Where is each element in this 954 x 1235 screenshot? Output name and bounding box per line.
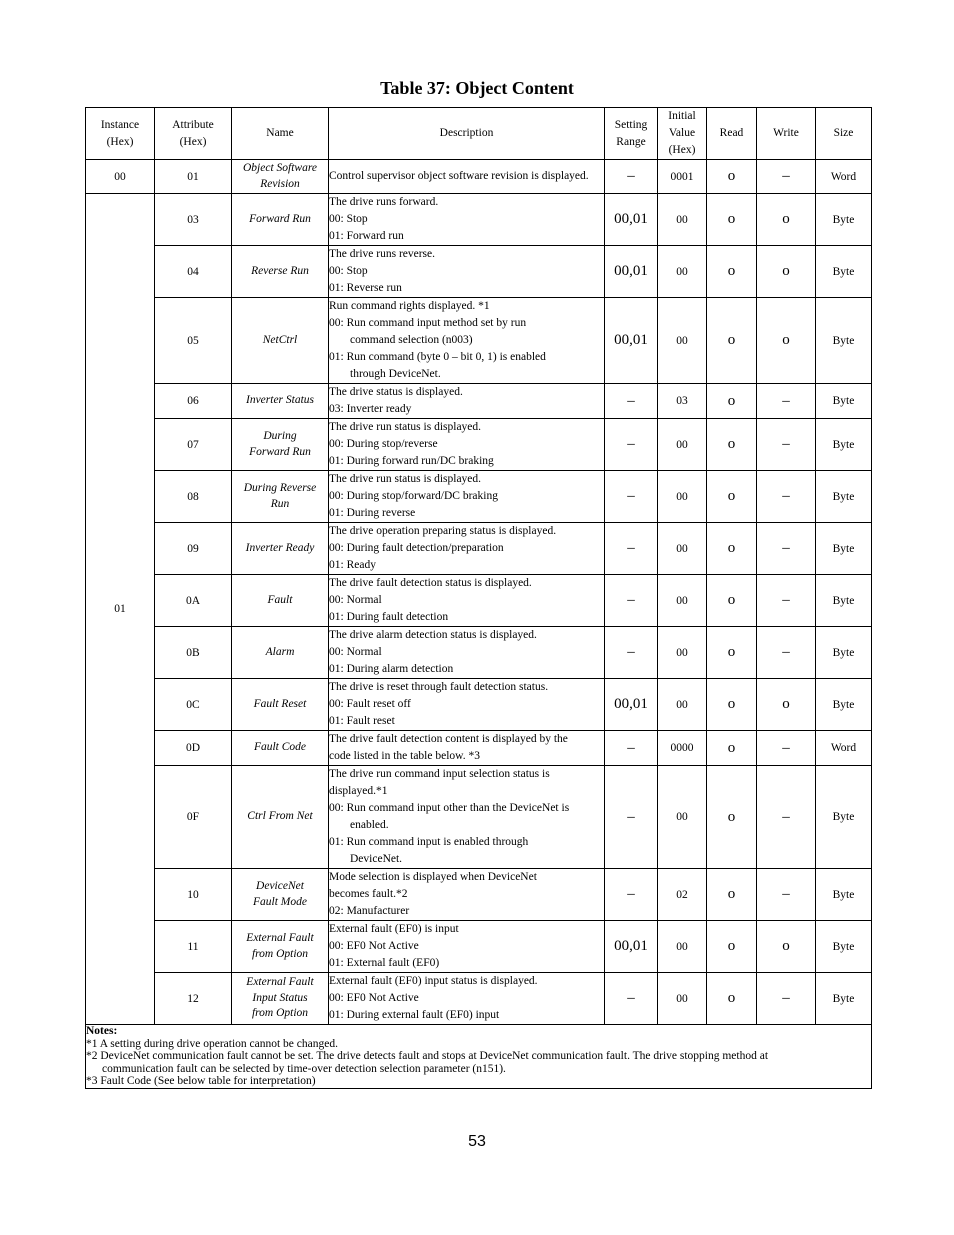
attribute-cell: 01 bbox=[155, 160, 232, 194]
write-cell: – bbox=[757, 523, 816, 575]
setting-range-cell: – bbox=[605, 384, 658, 419]
read-cell: o bbox=[707, 921, 757, 973]
setting-range-cell: – bbox=[605, 766, 658, 869]
attribute-cell: 06 bbox=[155, 384, 232, 419]
initial-value-cell: 00 bbox=[658, 246, 707, 298]
header-description: Description bbox=[329, 108, 605, 160]
setting-range-cell: – bbox=[605, 471, 658, 523]
attribute-cell: 04 bbox=[155, 246, 232, 298]
description-cell: The drive runs reverse. 00: Stop 01: Reverse run bbox=[329, 246, 605, 298]
read-cell: o bbox=[707, 575, 757, 627]
size-cell: Byte bbox=[816, 921, 872, 973]
write-cell: – bbox=[757, 160, 816, 194]
attribute-cell: 10 bbox=[155, 869, 232, 921]
initial-value-cell: 00 bbox=[658, 471, 707, 523]
name-cell: Inverter Ready bbox=[232, 523, 329, 575]
read-cell: o bbox=[707, 384, 757, 419]
read-cell: o bbox=[707, 627, 757, 679]
note-line: *1 A setting during drive operation cannot be changed. bbox=[86, 1037, 338, 1050]
size-cell: Byte bbox=[816, 869, 872, 921]
table-row bbox=[86, 575, 872, 627]
initial-value-cell: 00 bbox=[658, 973, 707, 1025]
header-row bbox=[86, 108, 872, 160]
name-cell: Fault Code bbox=[232, 731, 329, 766]
read-cell: o bbox=[707, 298, 757, 384]
write-cell: – bbox=[757, 419, 816, 471]
name-cell: External Fault Input Status from Option bbox=[232, 973, 329, 1025]
table-row bbox=[86, 869, 872, 921]
attribute-cell: 0A bbox=[155, 575, 232, 627]
name-cell: Reverse Run bbox=[232, 246, 329, 298]
header-instance: Instance (Hex) bbox=[86, 108, 155, 160]
size-cell: Word bbox=[816, 731, 872, 766]
name-cell: External Fault from Option bbox=[232, 921, 329, 973]
read-cell: o bbox=[707, 160, 757, 194]
description-cell: The drive status is displayed. 03: Inverter ready bbox=[329, 384, 605, 419]
name-cell: During Reverse Run bbox=[232, 471, 329, 523]
write-cell: – bbox=[757, 766, 816, 869]
initial-value-cell: 0001 bbox=[658, 160, 707, 194]
note-line: *2 DeviceNet communication fault cannot be set. The drive detects fault and stops at DeviceNet communication fault. The drive stopping method at bbox=[86, 1050, 769, 1063]
header-setting-range: Setting Range bbox=[605, 108, 658, 160]
table-row bbox=[86, 246, 872, 298]
size-cell: Byte bbox=[816, 246, 872, 298]
initial-value-cell: 00 bbox=[658, 194, 707, 246]
size-cell: Byte bbox=[816, 679, 872, 731]
write-cell: o bbox=[757, 298, 816, 384]
size-cell: Byte bbox=[816, 471, 872, 523]
description-cell: The drive run status is displayed. 00: During stop/reverse 01: During forward run/DC braking bbox=[329, 419, 605, 471]
description-cell: Control supervisor object software revision is displayed. bbox=[329, 160, 605, 194]
read-cell: o bbox=[707, 679, 757, 731]
description-cell: The drive runs forward. 00: Stop 01: Forward run bbox=[329, 194, 605, 246]
write-cell: – bbox=[757, 731, 816, 766]
initial-value-cell: 00 bbox=[658, 523, 707, 575]
size-cell: Word bbox=[816, 160, 872, 194]
initial-value-cell: 00 bbox=[658, 921, 707, 973]
description-cell: The drive fault detection content is displayed by the code listed in the table below. *3 bbox=[329, 731, 605, 766]
write-cell: o bbox=[757, 194, 816, 246]
initial-value-cell: 00 bbox=[658, 575, 707, 627]
setting-range-cell: – bbox=[605, 575, 658, 627]
write-cell: o bbox=[757, 679, 816, 731]
table-row bbox=[86, 419, 872, 471]
description-cell: The drive alarm detection status is displayed. 00: Normal 01: During alarm detection bbox=[329, 627, 605, 679]
initial-value-cell: 00 bbox=[658, 627, 707, 679]
write-cell: o bbox=[757, 921, 816, 973]
description-cell: External fault (EF0) is input 00: EF0 Not Active 01: External fault (EF0) bbox=[329, 921, 605, 973]
note-line: communication fault can be selected by time-over detection selection parameter (n151). bbox=[102, 1062, 506, 1075]
write-cell: – bbox=[757, 575, 816, 627]
setting-range-cell: 00,01 bbox=[605, 298, 658, 384]
initial-value-cell: 00 bbox=[658, 419, 707, 471]
write-cell: – bbox=[757, 973, 816, 1025]
header-name: Name bbox=[232, 108, 329, 160]
setting-range-cell: – bbox=[605, 731, 658, 766]
read-cell: o bbox=[707, 194, 757, 246]
header-size: Size bbox=[816, 108, 872, 160]
attribute-cell: 09 bbox=[155, 523, 232, 575]
notes-lines bbox=[86, 1038, 871, 1088]
object-content-table bbox=[85, 107, 872, 1089]
size-cell: Byte bbox=[816, 298, 872, 384]
description-cell: External fault (EF0) input status is displayed. 00: EF0 Not Active 01: During external fault (EF0) input bbox=[329, 973, 605, 1025]
initial-value-cell: 00 bbox=[658, 679, 707, 731]
name-cell: Inverter Status bbox=[232, 384, 329, 419]
table-title: Table 37: Object Content bbox=[380, 78, 574, 98]
attribute-cell: 12 bbox=[155, 973, 232, 1025]
setting-range-cell: 00,01 bbox=[605, 921, 658, 973]
attribute-cell: 07 bbox=[155, 419, 232, 471]
instance-cell: 01 bbox=[86, 194, 155, 1025]
write-cell: – bbox=[757, 471, 816, 523]
write-cell: – bbox=[757, 384, 816, 419]
read-cell: o bbox=[707, 766, 757, 869]
attribute-cell: 08 bbox=[155, 471, 232, 523]
size-cell: Byte bbox=[816, 384, 872, 419]
initial-value-cell: 0000 bbox=[658, 731, 707, 766]
attribute-cell: 11 bbox=[155, 921, 232, 973]
description-cell: The drive operation preparing status is displayed. 00: During fault detection/preparation 01: Ready bbox=[329, 523, 605, 575]
size-cell: Byte bbox=[816, 627, 872, 679]
description-cell: The drive is reset through fault detection status. 00: Fault reset off 01: Fault reset bbox=[329, 679, 605, 731]
initial-value-cell: 00 bbox=[658, 298, 707, 384]
size-cell: Byte bbox=[816, 973, 872, 1025]
setting-range-cell: 00,01 bbox=[605, 194, 658, 246]
page-number: 53 bbox=[468, 1133, 486, 1150]
write-cell: – bbox=[757, 869, 816, 921]
header-initial-value: Initial Value (Hex) bbox=[658, 108, 707, 160]
setting-range-cell: 00,01 bbox=[605, 679, 658, 731]
description-cell: Run command rights displayed. *1 00: Run command input method set by run command selection (n003) 01: Run command (byte 0 – bit 0, 1) is enabled through DeviceNet. bbox=[329, 298, 605, 384]
note-line: *3 Fault Code (See below table for interpretation) bbox=[86, 1075, 316, 1088]
description-cell: Mode selection is displayed when DeviceNet becomes fault.*2 02: Manufacturer bbox=[329, 869, 605, 921]
read-cell: o bbox=[707, 471, 757, 523]
description-cell: The drive run command input selection status is displayed.*1 00: Run command input other than the DeviceNet is enabled. 01: Run command input is enabled through DeviceNet. bbox=[329, 766, 605, 869]
name-cell: Forward Run bbox=[232, 194, 329, 246]
table-row bbox=[86, 160, 872, 194]
description-cell: The drive fault detection status is displayed. 00: Normal 01: During fault detection bbox=[329, 575, 605, 627]
initial-value-cell: 02 bbox=[658, 869, 707, 921]
read-cell: o bbox=[707, 731, 757, 766]
attribute-cell: 0B bbox=[155, 627, 232, 679]
setting-range-cell: – bbox=[605, 160, 658, 194]
table-row bbox=[86, 384, 872, 419]
notes-cell bbox=[86, 1025, 872, 1089]
table-row bbox=[86, 298, 872, 384]
table-row bbox=[86, 679, 872, 731]
table-row bbox=[86, 766, 872, 869]
notes-heading: Notes: bbox=[86, 1025, 118, 1038]
setting-range-cell: – bbox=[605, 869, 658, 921]
name-cell: During Forward Run bbox=[232, 419, 329, 471]
header-attribute: Attribute (Hex) bbox=[155, 108, 232, 160]
attribute-cell: 05 bbox=[155, 298, 232, 384]
write-cell: – bbox=[757, 627, 816, 679]
attribute-cell: 0F bbox=[155, 766, 232, 869]
table-row bbox=[86, 731, 872, 766]
attribute-cell: 0C bbox=[155, 679, 232, 731]
read-cell: o bbox=[707, 419, 757, 471]
instance-cell: 00 bbox=[86, 160, 155, 194]
read-cell: o bbox=[707, 523, 757, 575]
size-cell: Byte bbox=[816, 575, 872, 627]
name-cell: NetCtrl bbox=[232, 298, 329, 384]
table-row bbox=[86, 973, 872, 1025]
attribute-cell: 03 bbox=[155, 194, 232, 246]
write-cell: o bbox=[757, 246, 816, 298]
setting-range-cell: 00,01 bbox=[605, 246, 658, 298]
initial-value-cell: 03 bbox=[658, 384, 707, 419]
size-cell: Byte bbox=[816, 766, 872, 869]
read-cell: o bbox=[707, 246, 757, 298]
read-cell: o bbox=[707, 973, 757, 1025]
table-row bbox=[86, 194, 872, 246]
name-cell: Ctrl From Net bbox=[232, 766, 329, 869]
size-cell: Byte bbox=[816, 523, 872, 575]
table-row bbox=[86, 627, 872, 679]
name-cell: Object Software Revision bbox=[232, 160, 329, 194]
table-row bbox=[86, 921, 872, 973]
size-cell: Byte bbox=[816, 194, 872, 246]
table-row bbox=[86, 471, 872, 523]
setting-range-cell: – bbox=[605, 627, 658, 679]
setting-range-cell: – bbox=[605, 973, 658, 1025]
name-cell: Fault bbox=[232, 575, 329, 627]
table-row bbox=[86, 523, 872, 575]
setting-range-cell: – bbox=[605, 523, 658, 575]
name-cell: Fault Reset bbox=[232, 679, 329, 731]
name-cell: DeviceNet Fault Mode bbox=[232, 869, 329, 921]
attribute-cell: 0D bbox=[155, 731, 232, 766]
name-cell: Alarm bbox=[232, 627, 329, 679]
notes-row bbox=[86, 1025, 872, 1089]
size-cell: Byte bbox=[816, 419, 872, 471]
description-cell: The drive run status is displayed. 00: During stop/forward/DC braking 01: During reverse bbox=[329, 471, 605, 523]
header-write: Write bbox=[757, 108, 816, 160]
read-cell: o bbox=[707, 869, 757, 921]
header-read: Read bbox=[707, 108, 757, 160]
initial-value-cell: 00 bbox=[658, 766, 707, 869]
setting-range-cell: – bbox=[605, 419, 658, 471]
